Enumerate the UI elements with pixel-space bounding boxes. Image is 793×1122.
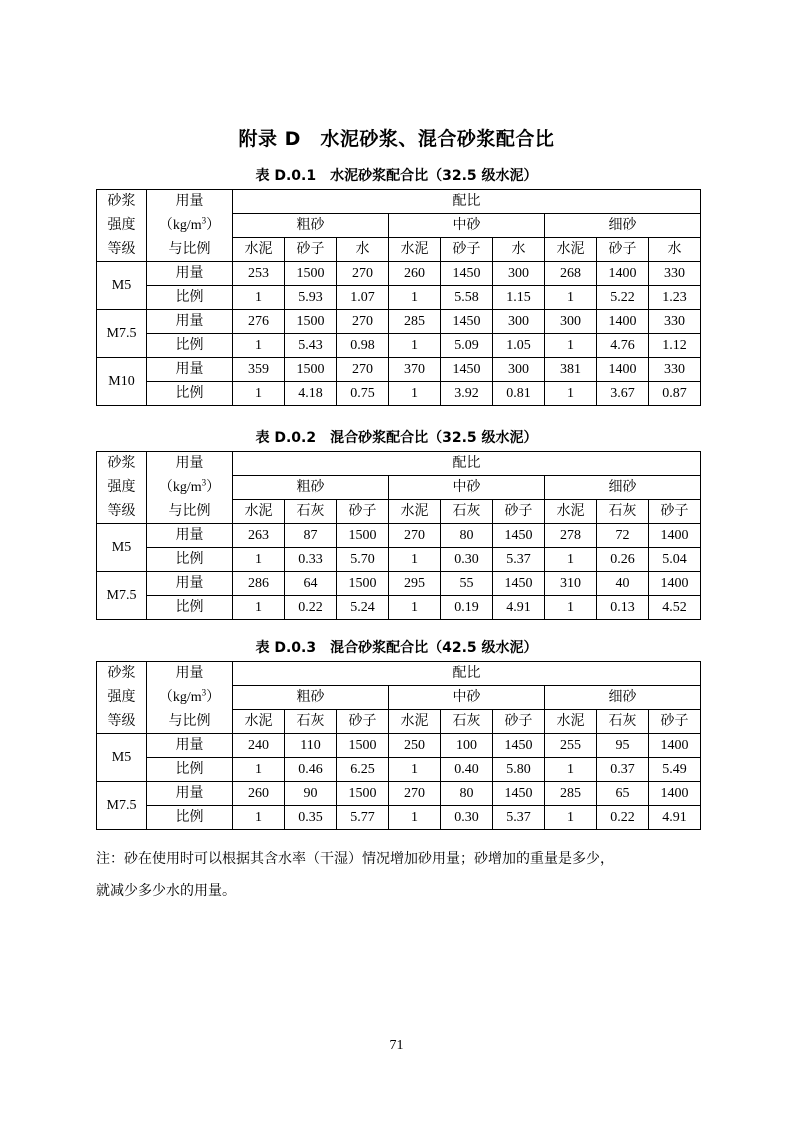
ratio-value: 1 [233, 758, 285, 782]
qty-value: 270 [389, 782, 441, 806]
qty-value: 330 [649, 358, 701, 382]
ratio-value: 0.33 [285, 548, 337, 572]
table-row [97, 382, 701, 406]
header-unit-text: （kg/m [158, 690, 202, 705]
ratio-value: 1.12 [649, 334, 701, 358]
qty-value: 250 [389, 734, 441, 758]
qty-value: 1500 [285, 358, 337, 382]
table-row [97, 286, 701, 310]
header-unit-close: ） [206, 690, 221, 705]
ratio-value: 6.25 [337, 758, 389, 782]
note-line-2: 就减少多少水的用量。 [96, 883, 236, 899]
grade-cell: M5 [97, 262, 147, 310]
grade-cell: M7.5 [97, 310, 147, 358]
header-mix: 配比 [233, 662, 701, 686]
header-unit-text: （kg/m [158, 218, 202, 233]
qty-value: 1500 [337, 782, 389, 806]
header-material: 水泥 [389, 238, 441, 262]
qty-value: 300 [545, 310, 597, 334]
header-material: 石灰 [597, 500, 649, 524]
header-material: 砂子 [493, 500, 545, 524]
header-material: 砂子 [285, 238, 337, 262]
grade-cell: M10 [97, 358, 147, 406]
qty-value: 270 [337, 310, 389, 334]
ratio-value: 1 [233, 334, 285, 358]
qty-value: 1400 [649, 734, 701, 758]
header-col1-line3: 等级 [97, 238, 147, 262]
qty-value: 1500 [337, 734, 389, 758]
header-material: 水泥 [545, 710, 597, 734]
header-material: 砂子 [441, 238, 493, 262]
qty-value: 240 [233, 734, 285, 758]
ratio-value: 0.37 [597, 758, 649, 782]
header-sand-group: 粗砂 [233, 476, 389, 500]
header-mix: 配比 [233, 452, 701, 476]
header-sand-group: 粗砂 [233, 214, 389, 238]
row-label-qty: 用量 [147, 782, 233, 806]
ratio-value: 4.91 [649, 806, 701, 830]
header-unit-close: ） [206, 480, 221, 495]
header-col2-line1: 用量 [147, 452, 233, 476]
header-col1-line1: 砂浆 [97, 662, 147, 686]
header-col1-line3: 等级 [97, 500, 147, 524]
qty-value: 1500 [285, 262, 337, 286]
qty-value: 1450 [493, 734, 545, 758]
appendix-title: 附录 D 水泥砂浆、混合砂浆配合比 [238, 128, 555, 150]
ratio-value: 0.46 [285, 758, 337, 782]
ratio-value: 5.58 [441, 286, 493, 310]
qty-value: 278 [545, 524, 597, 548]
page-number: 71 [389, 1038, 404, 1053]
row-label-ratio: 比例 [147, 806, 233, 830]
row-label-qty: 用量 [147, 572, 233, 596]
header-material: 石灰 [441, 710, 493, 734]
qty-value: 1450 [441, 262, 493, 286]
header-sand-group: 细砂 [545, 214, 701, 238]
header-unit-sup: 3 [201, 215, 207, 226]
ratio-value: 1 [389, 596, 441, 620]
qty-value: 95 [597, 734, 649, 758]
header-sand-group: 细砂 [545, 476, 701, 500]
ratio-value: 1.07 [337, 286, 389, 310]
qty-value: 65 [597, 782, 649, 806]
qty-value: 1500 [337, 572, 389, 596]
header-col1-line2: 强度 [97, 686, 147, 710]
row-label-ratio: 比例 [147, 758, 233, 782]
qty-value: 55 [441, 572, 493, 596]
qty-value: 1400 [649, 572, 701, 596]
header-col2-line3: 与比例 [147, 500, 233, 524]
ratio-value: 5.93 [285, 286, 337, 310]
ratio-value: 1.05 [493, 334, 545, 358]
qty-value: 286 [233, 572, 285, 596]
header-material: 水 [493, 238, 545, 262]
header-unit-close: ） [206, 218, 221, 233]
header-material: 水泥 [545, 500, 597, 524]
ratio-value: 0.35 [285, 806, 337, 830]
header-col2-line1: 用量 [147, 662, 233, 686]
grade-cell: M5 [97, 734, 147, 782]
ratio-value: 0.30 [441, 548, 493, 572]
header-material: 水泥 [389, 710, 441, 734]
header-sand-group: 粗砂 [233, 686, 389, 710]
header-unit-text: （kg/m [158, 480, 202, 495]
header-col2-line3: 与比例 [147, 710, 233, 734]
qty-value: 1400 [597, 262, 649, 286]
qty-value: 263 [233, 524, 285, 548]
header-material: 石灰 [285, 710, 337, 734]
qty-value: 1500 [285, 310, 337, 334]
ratio-value: 5.43 [285, 334, 337, 358]
qty-value: 90 [285, 782, 337, 806]
header-material: 水 [649, 238, 701, 262]
ratio-value: 1 [389, 548, 441, 572]
grade-cell: M7.5 [97, 572, 147, 620]
note-line-1: 注：砂在使用时可以根据其含水率（干湿）情况增加砂用量；砂增加的重量是多少， [96, 851, 614, 867]
row-label-qty: 用量 [147, 358, 233, 382]
qty-value: 300 [493, 262, 545, 286]
qty-value: 1450 [493, 524, 545, 548]
qty-value: 270 [337, 358, 389, 382]
header-material: 砂子 [649, 500, 701, 524]
qty-value: 40 [597, 572, 649, 596]
header-material: 砂子 [649, 710, 701, 734]
ratio-value: 0.81 [493, 382, 545, 406]
qty-value: 72 [597, 524, 649, 548]
header-col1-line1: 砂浆 [97, 190, 147, 214]
ratio-value: 0.22 [597, 806, 649, 830]
ratio-value: 5.22 [597, 286, 649, 310]
qty-value: 300 [493, 310, 545, 334]
row-label-ratio: 比例 [147, 286, 233, 310]
header-material: 砂子 [337, 500, 389, 524]
qty-value: 255 [545, 734, 597, 758]
qty-value: 87 [285, 524, 337, 548]
ratio-value: 1 [545, 382, 597, 406]
ratio-value: 1 [233, 806, 285, 830]
ratio-value: 1.15 [493, 286, 545, 310]
qty-value: 1400 [597, 358, 649, 382]
table-caption: 表 D.0.1 水泥砂浆配合比（32.5 级水泥） [255, 168, 538, 184]
ratio-value: 3.67 [597, 382, 649, 406]
mix-table-d02 [96, 451, 701, 620]
table-caption: 表 D.0.2 混合砂浆配合比（32.5 级水泥） [255, 430, 538, 446]
row-label-ratio: 比例 [147, 548, 233, 572]
table-row [97, 758, 701, 782]
qty-value: 268 [545, 262, 597, 286]
header-unit-sup: 3 [201, 477, 207, 488]
table-caption: 表 D.0.3 混合砂浆配合比（42.5 级水泥） [255, 640, 538, 656]
row-label-ratio: 比例 [147, 596, 233, 620]
header-sand-group: 中砂 [389, 476, 545, 500]
header-unit [147, 686, 233, 710]
header-sand-group: 细砂 [545, 686, 701, 710]
header-col2-line1: 用量 [147, 190, 233, 214]
row-label-ratio: 比例 [147, 382, 233, 406]
qty-value: 64 [285, 572, 337, 596]
ratio-value: 4.91 [493, 596, 545, 620]
qty-value: 285 [389, 310, 441, 334]
ratio-value: 5.09 [441, 334, 493, 358]
header-material: 砂子 [493, 710, 545, 734]
header-col1-line2: 强度 [97, 214, 147, 238]
ratio-value: 5.80 [493, 758, 545, 782]
qty-value: 110 [285, 734, 337, 758]
qty-value: 330 [649, 262, 701, 286]
table-row [97, 310, 701, 334]
qty-value: 270 [389, 524, 441, 548]
qty-value: 260 [389, 262, 441, 286]
qty-value: 370 [389, 358, 441, 382]
table-row [97, 262, 701, 286]
table-row [97, 782, 701, 806]
header-col1-line3: 等级 [97, 710, 147, 734]
table-row [97, 334, 701, 358]
qty-value: 381 [545, 358, 597, 382]
header-material: 石灰 [597, 710, 649, 734]
table-row [97, 358, 701, 382]
header-material: 水泥 [545, 238, 597, 262]
ratio-value: 1 [389, 382, 441, 406]
ratio-value: 1 [389, 758, 441, 782]
ratio-value: 5.24 [337, 596, 389, 620]
header-unit [147, 214, 233, 238]
header-material: 水泥 [233, 710, 285, 734]
header-material: 水泥 [233, 238, 285, 262]
row-label-qty: 用量 [147, 734, 233, 758]
table-row [97, 806, 701, 830]
table-row [97, 734, 701, 758]
qty-value: 310 [545, 572, 597, 596]
ratio-value: 5.04 [649, 548, 701, 572]
grade-cell: M7.5 [97, 782, 147, 830]
qty-value: 1450 [493, 782, 545, 806]
ratio-value: 0.40 [441, 758, 493, 782]
qty-value: 1400 [649, 524, 701, 548]
qty-value: 260 [233, 782, 285, 806]
ratio-value: 1 [545, 806, 597, 830]
ratio-value: 1 [545, 548, 597, 572]
qty-value: 1450 [441, 358, 493, 382]
header-col1-line2: 强度 [97, 476, 147, 500]
ratio-value: 0.98 [337, 334, 389, 358]
ratio-value: 1 [389, 806, 441, 830]
ratio-value: 1 [545, 758, 597, 782]
ratio-value: 0.19 [441, 596, 493, 620]
header-material: 石灰 [285, 500, 337, 524]
mix-table-d01 [96, 189, 701, 406]
qty-value: 80 [441, 524, 493, 548]
ratio-value: 0.13 [597, 596, 649, 620]
row-label-qty: 用量 [147, 310, 233, 334]
ratio-value: 5.70 [337, 548, 389, 572]
grade-cell: M5 [97, 524, 147, 572]
ratio-value: 5.49 [649, 758, 701, 782]
ratio-value: 1 [233, 286, 285, 310]
qty-value: 1400 [649, 782, 701, 806]
qty-value: 359 [233, 358, 285, 382]
qty-value: 1400 [597, 310, 649, 334]
header-mix: 配比 [233, 190, 701, 214]
header-material: 水 [337, 238, 389, 262]
ratio-value: 0.22 [285, 596, 337, 620]
header-unit [147, 476, 233, 500]
header-sand-group: 中砂 [389, 686, 545, 710]
row-label-qty: 用量 [147, 262, 233, 286]
ratio-value: 5.37 [493, 548, 545, 572]
ratio-value: 4.76 [597, 334, 649, 358]
ratio-value: 1 [545, 596, 597, 620]
qty-value: 1500 [337, 524, 389, 548]
ratio-value: 3.92 [441, 382, 493, 406]
qty-value: 253 [233, 262, 285, 286]
table-row [97, 524, 701, 548]
qty-value: 276 [233, 310, 285, 334]
ratio-value: 1 [233, 596, 285, 620]
ratio-value: 5.77 [337, 806, 389, 830]
table-row [97, 572, 701, 596]
header-unit-sup: 3 [201, 687, 207, 698]
header-sand-group: 中砂 [389, 214, 545, 238]
ratio-value: 0.26 [597, 548, 649, 572]
ratio-value: 1 [545, 286, 597, 310]
ratio-value: 0.87 [649, 382, 701, 406]
qty-value: 285 [545, 782, 597, 806]
qty-value: 80 [441, 782, 493, 806]
ratio-value: 0.30 [441, 806, 493, 830]
table-row [97, 596, 701, 620]
header-material: 水泥 [389, 500, 441, 524]
ratio-value: 1 [389, 334, 441, 358]
mix-table-d03 [96, 661, 701, 830]
qty-value: 295 [389, 572, 441, 596]
header-material: 砂子 [597, 238, 649, 262]
ratio-value: 4.18 [285, 382, 337, 406]
header-material: 水泥 [233, 500, 285, 524]
ratio-value: 5.37 [493, 806, 545, 830]
qty-value: 100 [441, 734, 493, 758]
row-label-qty: 用量 [147, 524, 233, 548]
ratio-value: 1 [233, 548, 285, 572]
ratio-value: 1 [389, 286, 441, 310]
ratio-value: 0.75 [337, 382, 389, 406]
row-label-ratio: 比例 [147, 334, 233, 358]
table-row [97, 548, 701, 572]
qty-value: 1450 [441, 310, 493, 334]
header-col2-line3: 与比例 [147, 238, 233, 262]
ratio-value: 1 [233, 382, 285, 406]
qty-value: 270 [337, 262, 389, 286]
qty-value: 1450 [493, 572, 545, 596]
header-material: 石灰 [441, 500, 493, 524]
header-material: 砂子 [337, 710, 389, 734]
qty-value: 300 [493, 358, 545, 382]
ratio-value: 1 [545, 334, 597, 358]
ratio-value: 4.52 [649, 596, 701, 620]
ratio-value: 1.23 [649, 286, 701, 310]
qty-value: 330 [649, 310, 701, 334]
header-col1-line1: 砂浆 [97, 452, 147, 476]
